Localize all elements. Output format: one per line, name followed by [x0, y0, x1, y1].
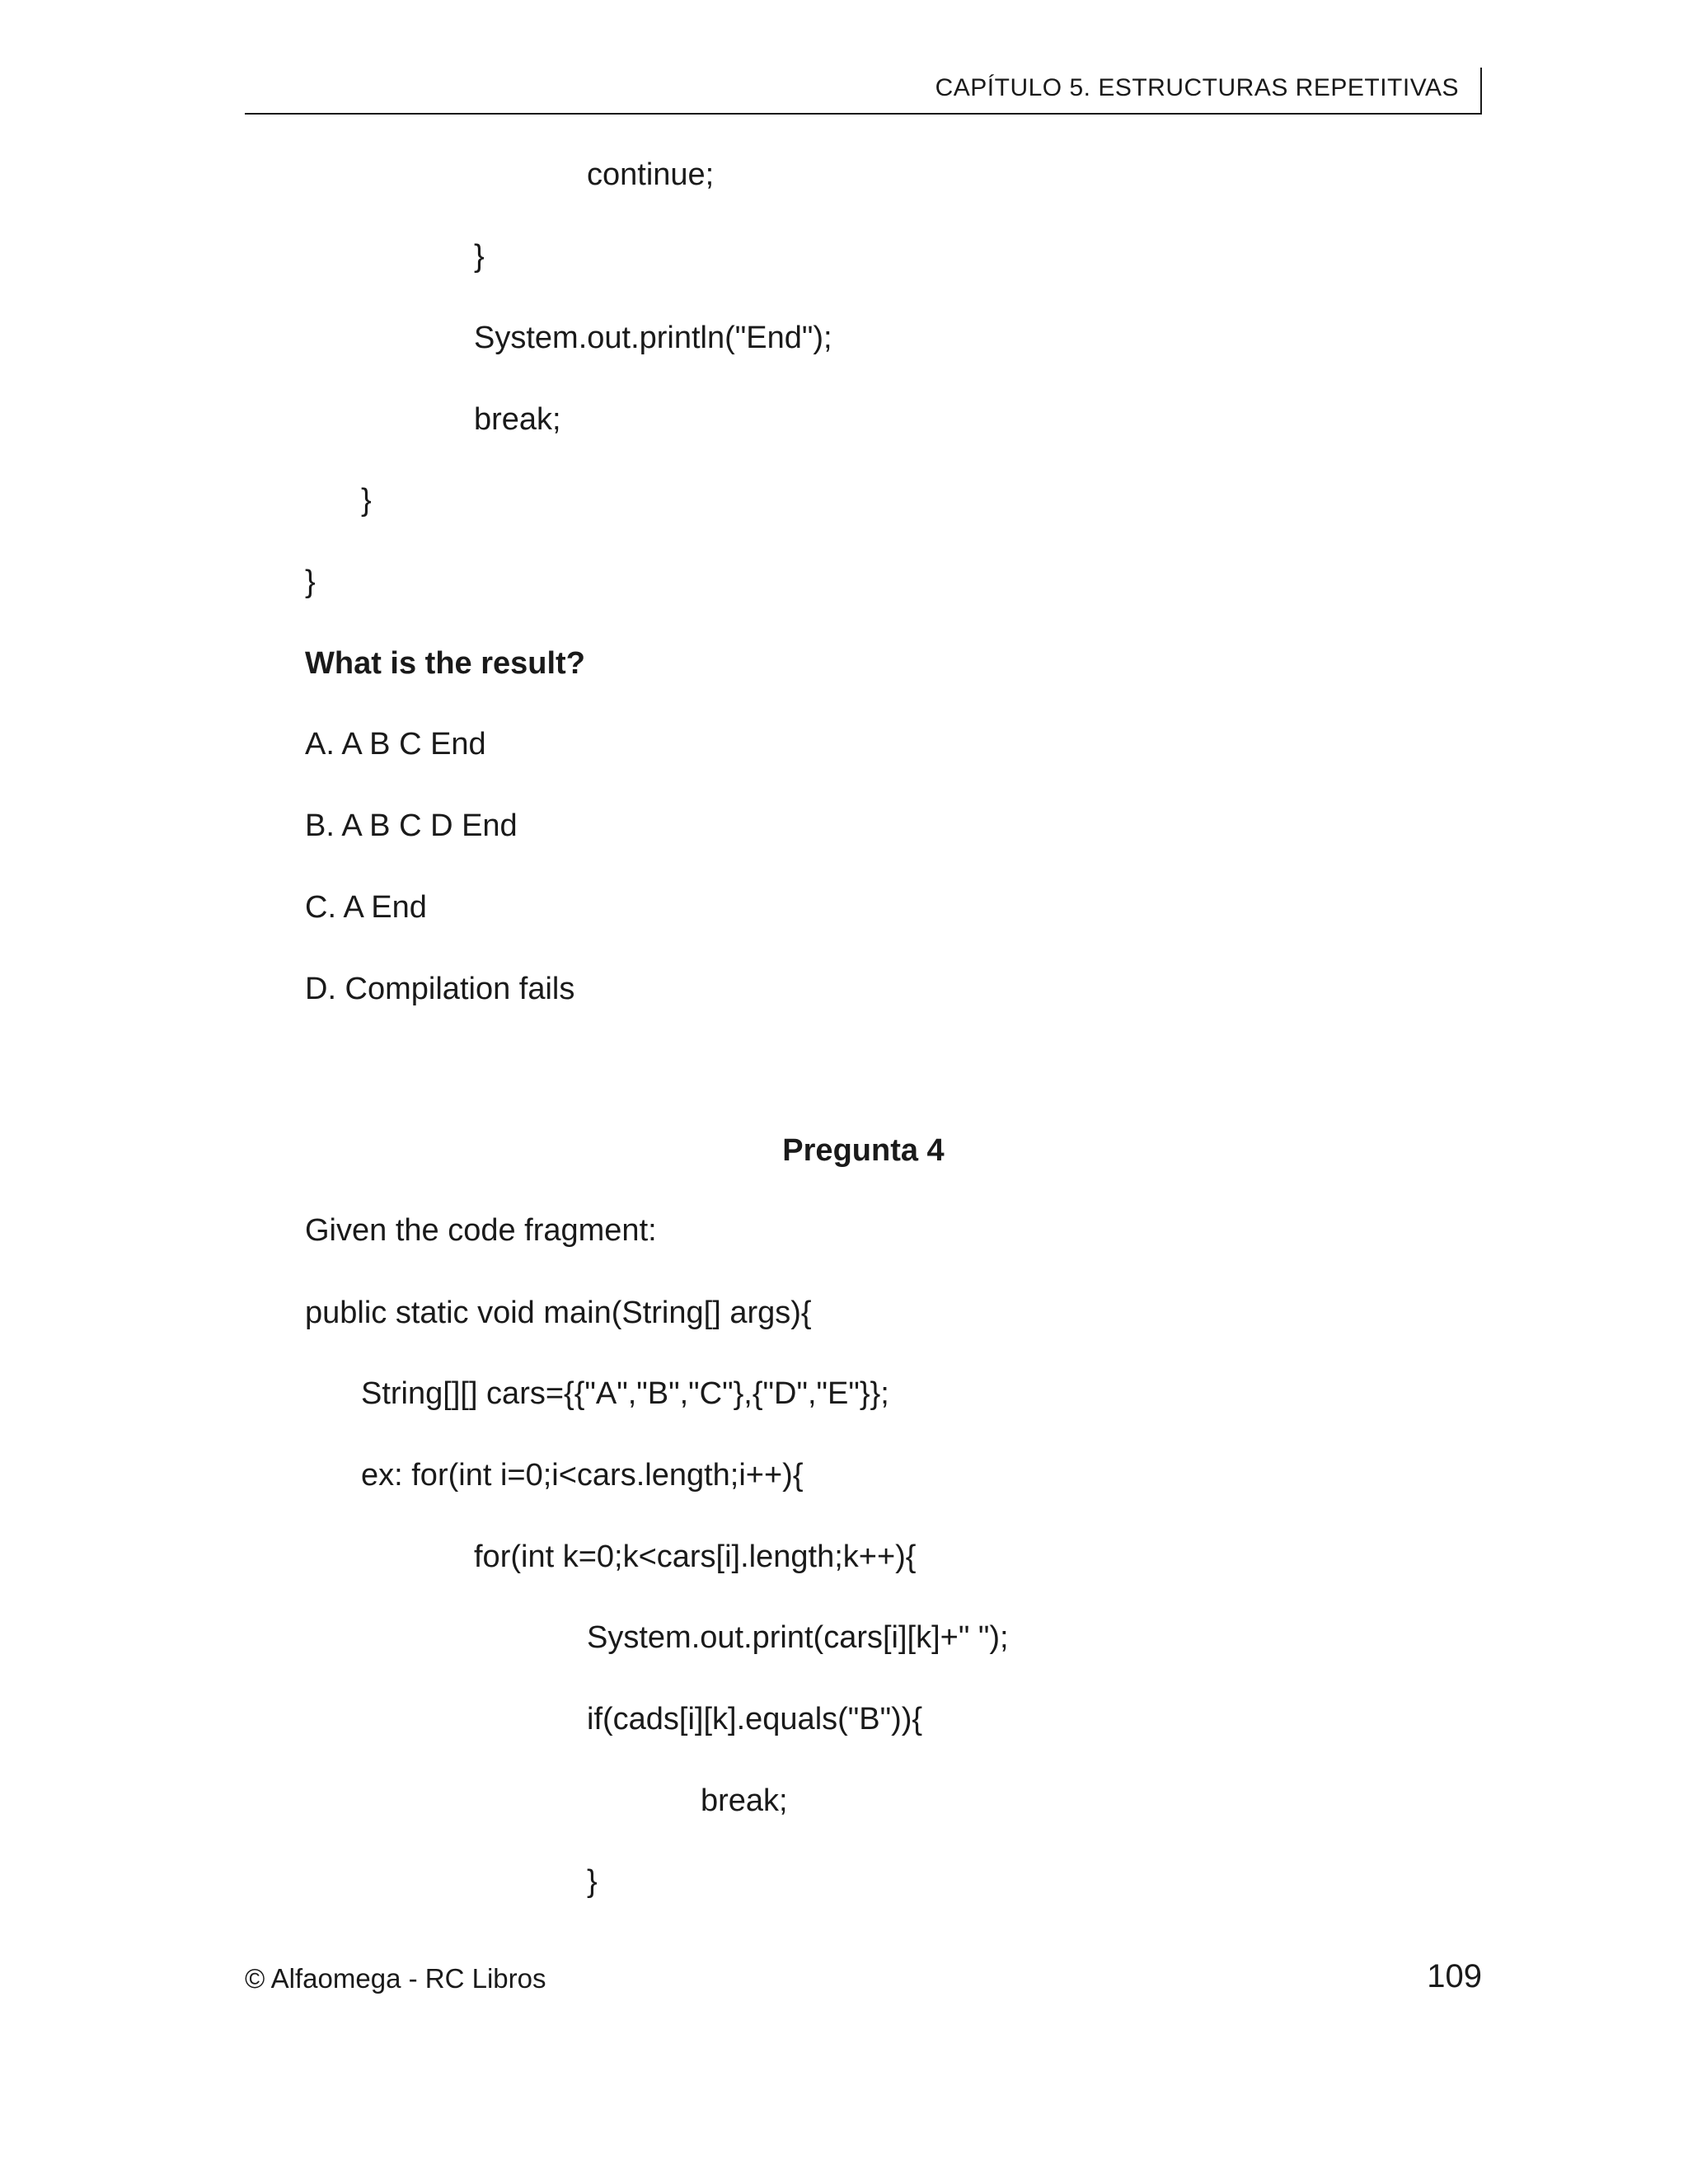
code-line: System.out.println("End"); [474, 321, 832, 355]
code-line: String[][] cars={{"A","B","C"},{"D","E"}}; [361, 1376, 889, 1411]
answer-option: B. A B C D End [305, 808, 518, 843]
code-line: for(int k=0;k<cars[i].length;k++){ [474, 1540, 917, 1574]
code-line: } [305, 565, 316, 599]
publisher-credit: © Alfaomega - RC Libros [245, 1963, 546, 1994]
answer-option: D. Compilation fails [305, 972, 575, 1006]
header-vertical-rule [1480, 68, 1482, 113]
page-header [245, 66, 1482, 115]
code-line: break; [701, 1783, 788, 1818]
code-line: continue; [587, 157, 715, 192]
chapter-title: CAPÍTULO 5. ESTRUCTURAS REPETITIVAS [935, 74, 1459, 101]
section-heading: Pregunta 4 [782, 1133, 945, 1168]
code-line: ex: for(int i=0;i<cars.length;i++){ [361, 1458, 804, 1493]
code-line: System.out.print(cars[i][k]+" "); [587, 1620, 1009, 1655]
page-number: 109 [1427, 1958, 1482, 1994]
code-line: public static void main(String[] args){ [305, 1296, 812, 1330]
code-line: if(cads[i][k].equals("B")){ [587, 1702, 923, 1736]
question-prompt: What is the result? [305, 646, 585, 681]
code-line: } [361, 483, 372, 518]
code-line: break; [474, 402, 561, 437]
section-intro: Given the code fragment: [305, 1213, 657, 1248]
code-line: } [474, 239, 485, 274]
answer-option: C. A End [305, 890, 427, 925]
code-line: } [587, 1864, 598, 1899]
answer-option: A. A B C End [305, 727, 486, 762]
